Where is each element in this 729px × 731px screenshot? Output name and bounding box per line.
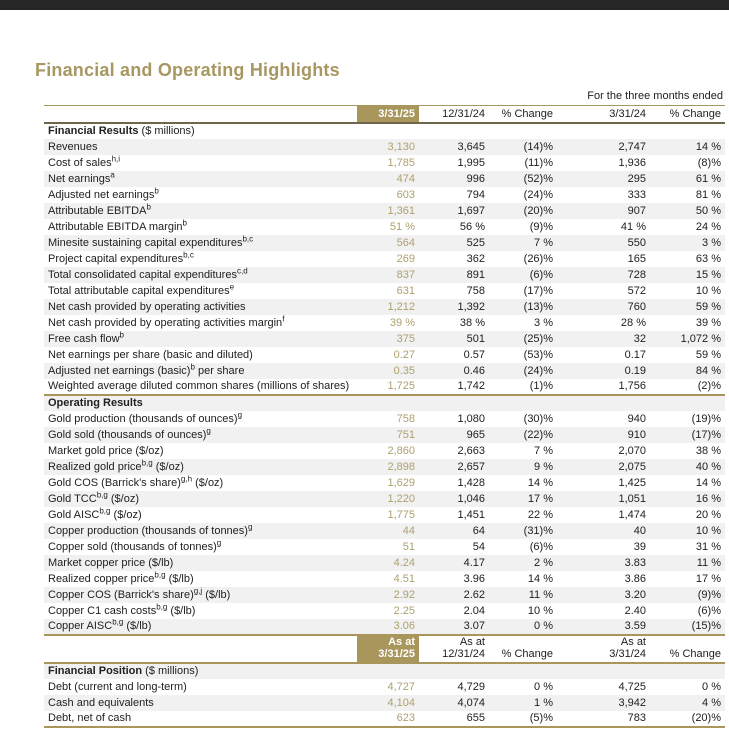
table-row	[44, 507, 725, 523]
cell-value: (24)%	[523, 364, 553, 377]
as-at-prior-quarter-header	[419, 635, 489, 663]
cell-value: 910	[627, 428, 646, 441]
cell-value: (9)%	[529, 220, 553, 233]
table-row	[44, 187, 725, 203]
row-label: Net earnings$^a$	[48, 170, 115, 185]
cell-value: 1,697	[457, 204, 485, 217]
cell-value: 0.46	[463, 364, 485, 377]
table-row	[44, 619, 725, 635]
cell-value: 965	[466, 428, 485, 441]
cell-value: (52)%	[523, 172, 553, 185]
cell-value: (14)%	[523, 140, 553, 153]
cell-value: 20 %	[695, 508, 721, 521]
table-row	[44, 251, 725, 267]
cell-value: 3.96	[463, 572, 485, 585]
cell-value: 623	[357, 711, 419, 727]
cell-value: (24)%	[523, 188, 553, 201]
row-label: Project capital expenditures$^{b,c}$	[48, 250, 194, 265]
cell-value: 564	[396, 236, 415, 249]
top-border-bar	[0, 0, 729, 10]
cell-value: (19)%	[691, 412, 721, 425]
table-row	[44, 347, 725, 363]
cell-value: (17)%	[523, 284, 553, 297]
cell-value: 631	[396, 284, 415, 297]
col-header-current-period: 3/31/25	[357, 106, 419, 123]
table-row	[44, 171, 725, 187]
header-spacer-cell	[44, 106, 357, 123]
table-row	[44, 571, 725, 587]
table-row	[44, 299, 725, 315]
cell-value: 59 %	[695, 348, 721, 361]
cell-value: 63 %	[695, 252, 721, 265]
cell-value: 572	[627, 284, 646, 297]
cell-value: 2.40	[624, 604, 646, 617]
row-label: Copper sold (thousands of tonnes)$^g$	[48, 538, 222, 553]
table-row	[44, 331, 725, 347]
as-at-header-row-group	[44, 635, 725, 663]
cell-value: (2)%	[697, 380, 721, 392]
cell-value: 4 %	[702, 696, 721, 709]
cell-value: 56 %	[459, 220, 485, 233]
row-label: Minesite sustaining capital expenditures$^{b,c}$	[48, 234, 254, 249]
as-at-header-row	[44, 635, 725, 663]
cell-value: 2.62	[463, 588, 485, 601]
section-title: Financial Position ($ millions)	[48, 665, 199, 677]
row-label: Debt, net of cash	[44, 711, 357, 727]
table-row	[44, 411, 725, 427]
section-header-row	[44, 663, 725, 679]
cell-value: 1,072 %	[680, 332, 721, 345]
results-table-body	[44, 123, 725, 635]
cell-value: 1,474	[618, 508, 646, 521]
cell-value: 11 %	[696, 556, 721, 569]
cell-value: 40 %	[695, 460, 721, 473]
cell-value: 15 %	[695, 268, 721, 281]
cell-value: 2,898	[387, 460, 415, 473]
cell-value: (22)%	[523, 428, 553, 441]
cell-value: 3,942	[618, 696, 646, 709]
table-row	[44, 283, 725, 299]
cell-value: 2,747	[618, 140, 646, 153]
cell-value: 794	[466, 188, 485, 201]
cell-value: (6)%	[529, 268, 553, 281]
cell-value: 54	[472, 540, 485, 553]
cell-value: 28 %	[620, 316, 646, 329]
cell-value: 0 %	[702, 680, 721, 693]
cell-value: 0.27	[393, 348, 415, 361]
pct-change-label: % Change	[669, 647, 721, 660]
section-header-row	[44, 123, 725, 139]
cell-value: 17 %	[527, 492, 553, 505]
cell-value: 2 %	[534, 556, 553, 569]
cell-value: 64	[472, 524, 485, 537]
cell-value: 1,742	[457, 380, 485, 392]
cell-value: 39	[633, 540, 646, 553]
row-label: Debt (current and long-term)	[48, 680, 187, 693]
table-row	[44, 139, 725, 155]
cell-value: 996	[466, 172, 485, 185]
cell-value: (8)%	[697, 156, 721, 169]
cell-value: 59 %	[695, 300, 721, 313]
cell-value: 4,729	[457, 680, 485, 693]
row-label: Gold COS (Barrick's share)$^{g,h}$ ($/oz)	[48, 474, 224, 489]
section-title: Financial Results ($ millions)	[48, 125, 195, 137]
row-label: Attributable EBITDA margin$^b$	[48, 218, 187, 233]
cell-value: 1,425	[618, 476, 646, 489]
cell-value: 2,860	[387, 444, 415, 457]
cell-value: (30)%	[523, 412, 553, 425]
cell-value: 1,046	[457, 492, 485, 505]
cell-value: 2,663	[457, 444, 485, 457]
cell-value: 362	[466, 252, 485, 265]
col-header-pct-change-1: % Change	[489, 106, 557, 123]
cell-value: 837	[396, 268, 415, 281]
cell-value: 760	[627, 300, 646, 313]
cell-value: 39 %	[389, 316, 415, 329]
page-title: Financial and Operating Highlights	[35, 60, 340, 80]
table-row	[44, 443, 725, 459]
cell-value: (6)%	[697, 604, 721, 617]
as-at-date: 3/31/24	[609, 647, 646, 660]
table-row	[44, 155, 725, 171]
table-row	[44, 379, 725, 395]
table-row	[44, 219, 725, 235]
cell-value: 3.86	[624, 572, 646, 585]
cell-value: 1,785	[387, 156, 415, 169]
cell-value: 1,629	[387, 476, 415, 489]
cell-value: (17)%	[691, 428, 721, 441]
cell-value: (26)%	[523, 252, 553, 265]
row-label: Market copper price ($/lb)	[48, 556, 174, 569]
cell-value: 0.19	[624, 364, 646, 377]
row-label: Total attributable capital expenditures$^e$	[48, 282, 235, 297]
table-row	[44, 587, 725, 603]
cell-value: 11 %	[528, 588, 553, 601]
cell-value: 9 %	[534, 460, 553, 473]
cell-value: 81 %	[695, 188, 721, 201]
cell-value: 40	[633, 524, 646, 537]
table-row	[44, 679, 725, 695]
cell-value: 84 %	[695, 364, 721, 377]
cell-value: 0.57	[463, 348, 485, 361]
cell-value: 0.17	[624, 348, 646, 361]
cell-value: 550	[627, 236, 646, 249]
cell-value: 16 %	[695, 492, 721, 505]
cell-value: 3 %	[534, 316, 553, 329]
cell-value: 4.24	[393, 556, 415, 569]
as-at-prior-year-header	[557, 635, 650, 663]
cell-value: 751	[396, 428, 415, 441]
cell-value: 14 %	[527, 476, 553, 489]
table-row	[44, 695, 725, 711]
cell-value: 1,051	[618, 492, 646, 505]
as-at-date: 12/31/24	[442, 647, 485, 660]
table-row	[44, 235, 725, 251]
row-label: Gold TCC$^{b,g}$ ($/oz)	[48, 490, 140, 505]
cell-value: (15)%	[691, 620, 721, 632]
row-label: Market gold price ($/oz)	[48, 444, 164, 457]
as-at-date: 3/31/25	[378, 647, 415, 660]
cell-value: 0.35	[393, 364, 415, 377]
cell-value: 1,428	[457, 476, 485, 489]
cell-value: 0 %	[534, 680, 553, 693]
cell-value: (6)%	[529, 540, 553, 553]
cell-value: 4,074	[457, 696, 485, 709]
col-header-pct-change-2: % Change	[650, 106, 725, 123]
row-label: Gold AISC$^{b,g}$ ($/oz)	[48, 506, 142, 521]
cell-value: 3 %	[702, 236, 721, 249]
cell-value: 14 %	[695, 476, 721, 489]
table-row	[44, 427, 725, 443]
row-label: Copper AISC$^{b,g}$ ($/lb)	[48, 618, 152, 632]
cell-value: (53)%	[523, 348, 553, 361]
cell-value: 333	[627, 188, 646, 201]
cell-value: 1,220	[387, 492, 415, 505]
table-row	[44, 315, 725, 331]
cell-value: 31 %	[695, 540, 721, 553]
cell-value: 603	[396, 188, 415, 201]
table-row	[44, 555, 725, 571]
cell-value: 39 %	[695, 316, 721, 329]
row-label: Net cash provided by operating activities	[48, 300, 246, 313]
cell-value: 1,725	[387, 380, 415, 392]
cell-value: 1,756	[618, 380, 646, 392]
cell-value: 17 %	[695, 572, 721, 585]
cell-value: 4.51	[393, 572, 415, 585]
row-label: Copper C1 cash costs$^{b,g}$ ($/lb)	[48, 602, 196, 617]
cell-value: 2.04	[463, 604, 485, 617]
cell-value: (13)%	[523, 300, 553, 313]
cell-value: 1,080	[457, 412, 485, 425]
cell-value: 22 %	[527, 508, 553, 521]
cell-value: 51 %	[389, 220, 415, 233]
cell-value: 3.83	[624, 556, 646, 569]
cell-value: 38 %	[459, 316, 485, 329]
financial-position-table-body	[44, 663, 725, 727]
cell-value: 3.20	[624, 588, 646, 601]
as-at-label: As at	[388, 635, 415, 648]
as-at-pct-change-1-header	[489, 635, 557, 663]
cell-value: 50 %	[695, 204, 721, 217]
cell-value: 4,104	[387, 696, 415, 709]
as-at-current-header	[357, 635, 419, 663]
cell-value: (25)%	[523, 332, 553, 345]
cell-value: (9)%	[697, 588, 721, 601]
row-label: Weighted average diluted common shares (millions of shares)	[48, 380, 350, 392]
row-label: Net cash provided by operating activities margin$^f$	[48, 314, 285, 329]
cell-value: 3.07	[463, 620, 485, 632]
row-label: Gold sold (thousands of ounces)$^g$	[48, 426, 211, 441]
table-row	[44, 603, 725, 619]
cell-value: 1,451	[457, 508, 485, 521]
cell-value: 655	[419, 711, 489, 727]
cell-value: 891	[466, 268, 485, 281]
cell-value: 7 %	[534, 444, 553, 457]
cell-value: 1,361	[387, 204, 415, 217]
cell-value: 295	[627, 172, 646, 185]
as-at-pct-change-2-header	[650, 635, 725, 663]
cell-value: 501	[466, 332, 485, 345]
cell-value: 1,212	[387, 300, 415, 313]
row-label: Copper COS (Barrick's share)$^{g,j}$ ($/lb)	[48, 586, 231, 601]
cell-value: 2,070	[618, 444, 646, 457]
cell-value: 525	[466, 236, 485, 249]
cell-value: 14 %	[527, 572, 553, 585]
table-row	[44, 711, 725, 727]
cell-value: 4.17	[463, 556, 485, 569]
row-label: Realized gold price$^{b,g}$ ($/oz)	[48, 458, 184, 473]
cell-value: 2.25	[393, 604, 415, 617]
row-label: Gold production (thousands of ounces)$^g$	[48, 410, 243, 425]
table-row	[44, 203, 725, 219]
cell-value: (5)%	[489, 711, 557, 727]
cell-value: 4,725	[618, 680, 646, 693]
period-note: For the three months ended	[587, 90, 723, 102]
cell-value: 2,657	[457, 460, 485, 473]
cell-value: 32	[633, 332, 646, 345]
col-header-prior-quarter: 12/31/24	[419, 106, 489, 123]
as-at-spacer-cell	[44, 635, 357, 663]
table-row	[44, 523, 725, 539]
cell-value: 3,130	[387, 140, 415, 153]
cell-value: 758	[466, 284, 485, 297]
cell-value: 7 %	[534, 236, 553, 249]
cell-value: 41 %	[620, 220, 646, 233]
cell-value: (1)%	[529, 380, 553, 392]
cell-value: 165	[627, 252, 646, 265]
row-label: Total consolidated capital expenditures$^{c,d}$	[48, 266, 248, 281]
table-row	[44, 491, 725, 507]
row-label: Revenues	[48, 140, 98, 153]
cell-value: 1,995	[457, 156, 485, 169]
pct-change-label: % Change	[501, 647, 553, 660]
cell-value: 940	[627, 412, 646, 425]
cell-value: 907	[627, 204, 646, 217]
cell-value: 1,392	[457, 300, 485, 313]
cell-value: (20)%	[523, 204, 553, 217]
cell-value: 269	[396, 252, 415, 265]
cell-value: 1,936	[618, 156, 646, 169]
cell-value: (20)%	[650, 711, 725, 727]
cell-value: 3.59	[624, 620, 646, 632]
row-label: Adjusted net earnings (basic)$^b$ per share	[48, 362, 245, 377]
cell-value: 375	[396, 332, 415, 345]
cell-value: 2.92	[393, 588, 415, 601]
cell-value: 4,727	[387, 680, 415, 693]
cell-value: 1 %	[534, 696, 553, 709]
table-row	[44, 539, 725, 555]
cell-value: 14 %	[695, 140, 721, 153]
cell-value: 474	[396, 172, 415, 185]
cell-value: 10 %	[695, 524, 721, 537]
row-label: Realized copper price$^{b,g}$ ($/lb)	[48, 570, 194, 585]
col-header-prior-year: 3/31/24	[557, 106, 650, 123]
cell-value: 61 %	[695, 172, 721, 185]
cell-value: 44	[402, 524, 415, 537]
table-row	[44, 363, 725, 379]
cell-value: 758	[396, 412, 415, 425]
cell-value: 728	[627, 268, 646, 281]
cell-value: (31)%	[523, 524, 553, 537]
cell-value: 3,645	[457, 140, 485, 153]
cell-value: 24 %	[695, 220, 721, 233]
highlights-table	[44, 105, 725, 728]
row-label: Cost of sales$^{h,i}$	[48, 154, 121, 169]
section-title: Operating Results	[44, 395, 725, 411]
cell-value: 2,075	[618, 460, 646, 473]
cell-value: (11)%	[524, 156, 553, 169]
cell-value: 10 %	[695, 284, 721, 297]
row-label: Copper production (thousands of tonnes)$^g$	[48, 522, 253, 537]
table-row	[44, 459, 725, 475]
cell-value: 783	[557, 711, 650, 727]
row-label: Adjusted net earnings$^b$	[48, 186, 159, 201]
row-label: Cash and equivalents	[48, 696, 154, 709]
column-header-row	[44, 106, 725, 123]
cell-value: 51	[402, 540, 415, 553]
row-label: Net earnings per share (basic and diluted)	[48, 348, 253, 361]
table-row	[44, 267, 725, 283]
cell-value: 0 %	[534, 620, 553, 632]
section-header-row	[44, 395, 725, 411]
as-at-label: As at	[620, 635, 646, 648]
row-label: Attributable EBITDA$^b$	[48, 202, 151, 217]
as-at-label: As at	[459, 635, 485, 648]
cell-value: 3.06	[393, 620, 415, 632]
cell-value: 10 %	[527, 604, 553, 617]
cell-value: 38 %	[695, 444, 721, 457]
cell-value: 1,775	[387, 508, 415, 521]
table-row	[44, 475, 725, 491]
row-label: Free cash flow$^b$	[48, 330, 124, 345]
